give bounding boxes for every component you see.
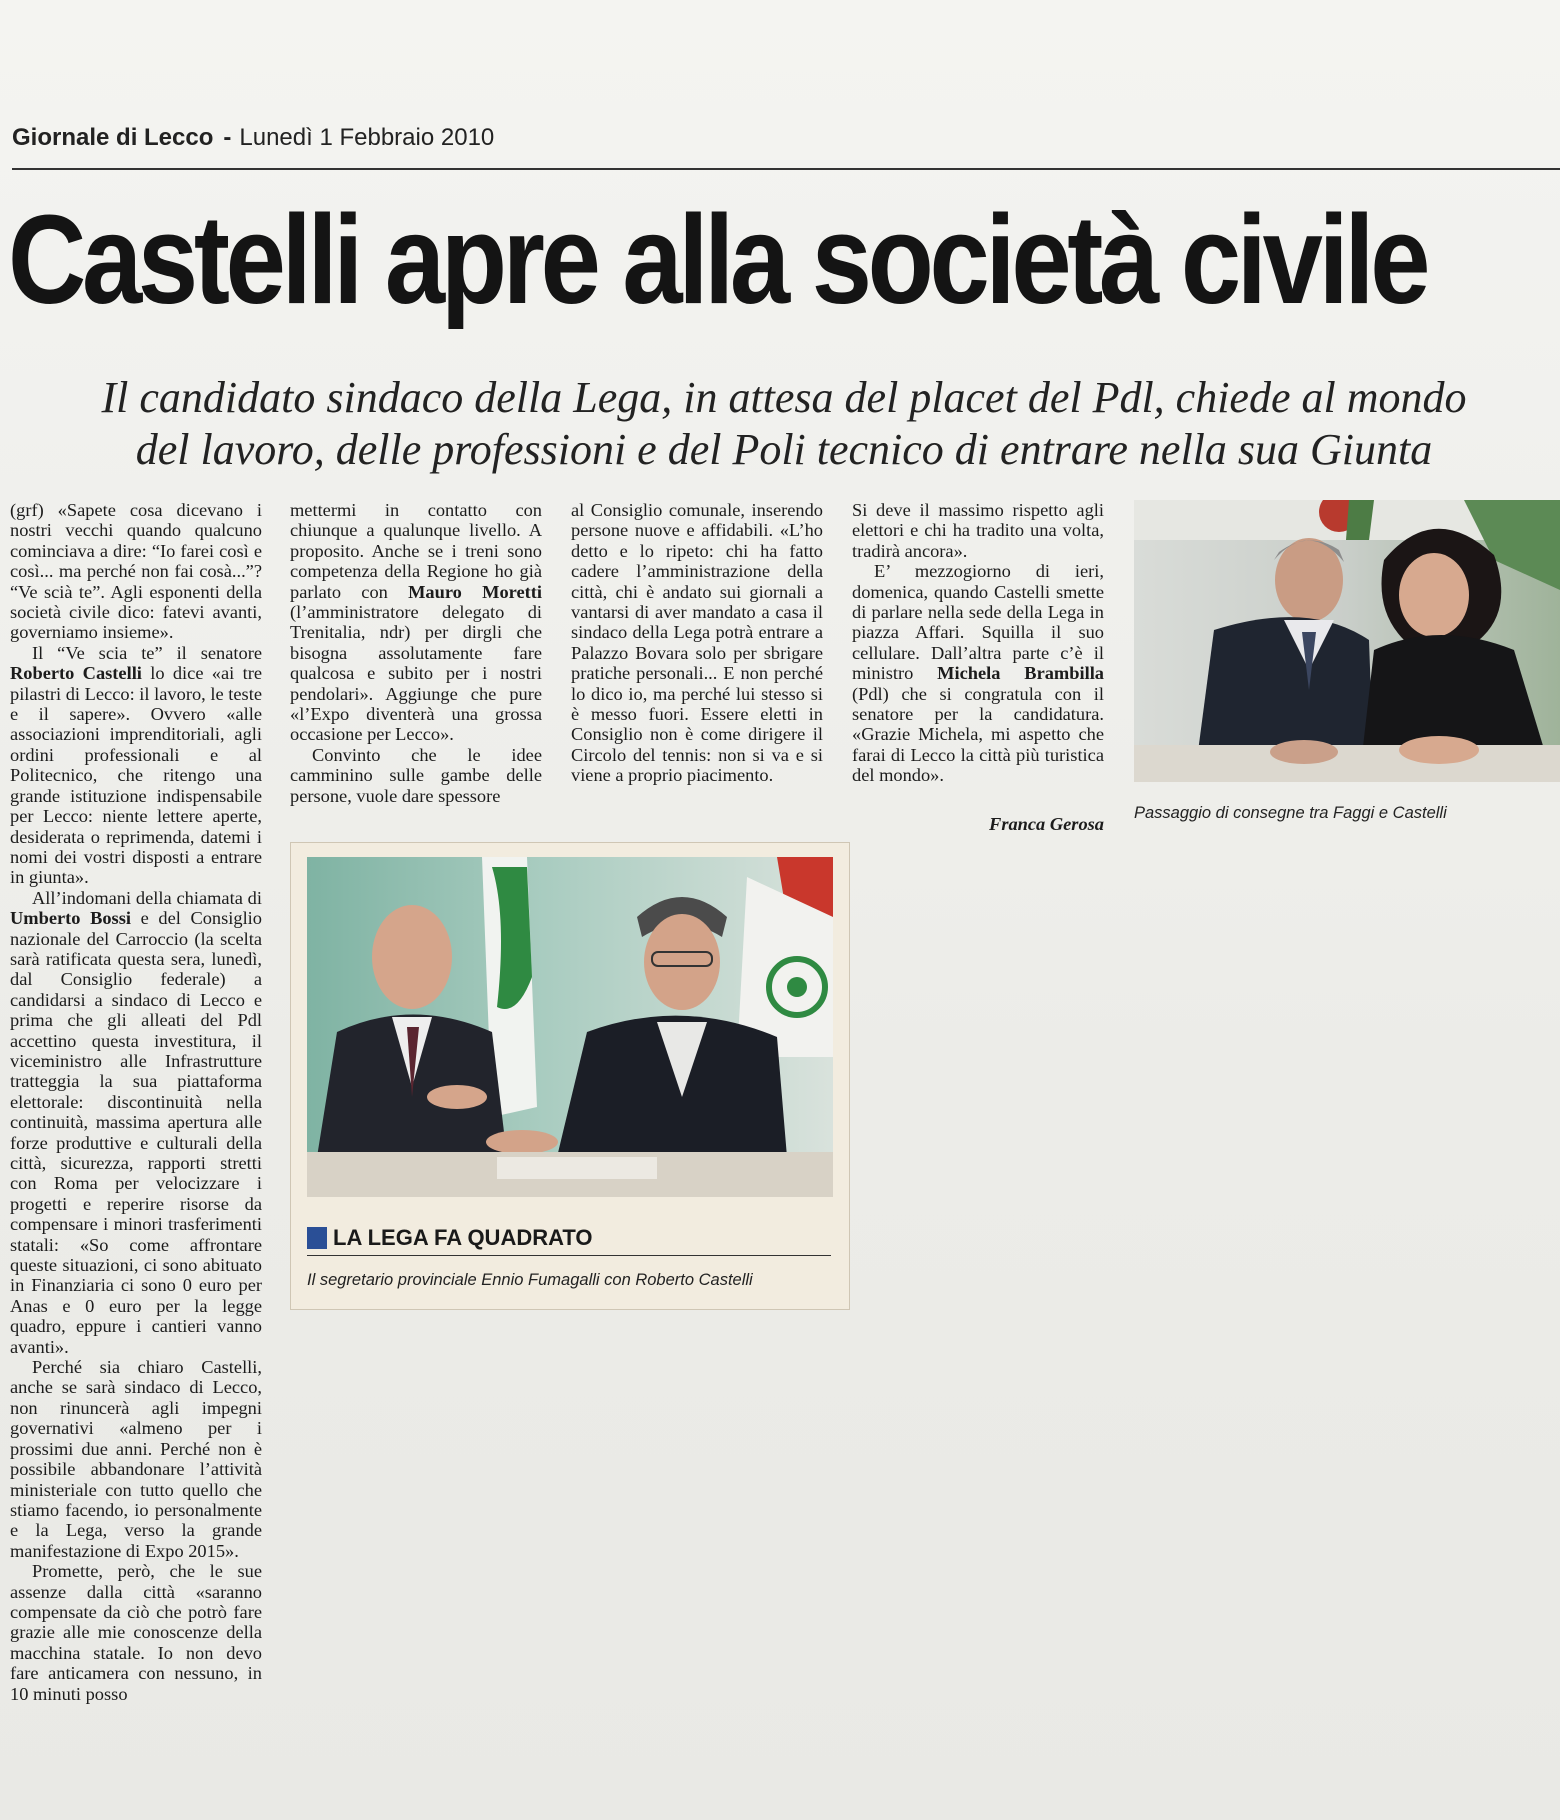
photo-main-tag-label: LA LEGA FA QUADRATO [333, 1225, 593, 1250]
photo-side-caption: Passaggio di consegne tra Faggi e Castelli [1134, 804, 1447, 822]
article-paragraph: Perché sia chiaro Castelli, anche se sarà sindaco di Lecco, non rinuncerà agli impegni governativi «almeno per i prossimi due anni. Perché non è possibile abbandonare l’attività ministeriale con tutto quello che stiamo facendo, io personalmente e la Lega, verso la grande manifestazione di Expo 2015». [10, 1357, 262, 1561]
article-column-4 [852, 500, 1104, 786]
article-paragraph: al Consiglio comunale, inserendo persone nuove e affidabili. «L’ho detto e lo ripeto: chi ha fatto cadere l’amministrazione della città, chi è andato sui giornali a vantarsi di aver mandato a casa il sindaco della Lega potrà entrare a Palazzo Bovara solo per sbrigare pratiche personali... E non perché lo dico io, ma perché lui stesso si è messo fuori. Essere eletti in Consiglio non è come dirigere il Circolo del tennis: non si va e si viene a proprio piacimento. [571, 500, 823, 786]
photo-side-frame [1134, 500, 1560, 782]
masthead [12, 124, 494, 156]
article-paragraph: Promette, però, che le sue assenze dalla città «saranno compensate da ciò che potrò fare grazie alle mie conoscenze della macchina statale. Io non devo fare anticamera con nessuno, in 10 minuti posso [10, 1561, 262, 1704]
article-paragraph: E’ mezzogiorno di ieri, domenica, quando Castelli smette di parlare nella sede della Lega in piazza Affari. Squilla il suo cellulare. Dall’altra parte c’è il ministro Michela Brambilla (Pdl) che si congratula con il senatore per la candidatura. «Grazie Michela, mi aspetto che farai di Lecco la città più turistica del mondo». [852, 561, 1104, 786]
article-paragraph: Il “Ve scia te” il senatore Roberto Castelli lo dice «ai tre pilastri di Lecco: il lavoro, le teste e il sapere». Ovvero «alle associazioni imprenditoriali, agli ordini professionali e al Politecnico, che ritengo una grande istituzione indispensabile per Lecco: niente lettere aperte, desiderata o reprimenda, datemi i nomi dei vostri disposti a entrare in giunta». [10, 642, 262, 888]
subheadline [8, 372, 1560, 476]
photo-main [307, 857, 833, 1197]
person-name: Roberto Castelli [10, 663, 142, 684]
article-column-3 [571, 500, 823, 786]
person-name: Mauro Moretti [408, 581, 542, 602]
photo-main-frame [290, 842, 850, 1310]
headline: Castelli apre alla società civile [8, 189, 1427, 330]
person-name: Umberto Bossi [10, 908, 131, 929]
photo-main-caption: Il segretario provinciale Ennio Fumagalli con Roberto Castelli [307, 1271, 753, 1289]
article-paragraph: Convinto che le idee camminino sulle gambe delle persone, vuole dare spessore [290, 744, 542, 806]
article-column-2 [290, 500, 542, 806]
photo-main-image [307, 857, 833, 1197]
masthead-separator: - [223, 124, 232, 151]
subheadline-line-2: del lavoro, delle professioni e del Poli tecnico di entrare nella sua Giunta [135, 425, 1433, 474]
photo-side-image [1134, 500, 1560, 782]
article-column-1 [10, 500, 262, 1704]
person-name: Michela Brambilla [937, 663, 1104, 684]
byline: Franca Gerosa [989, 814, 1104, 834]
article-paragraph: All’indomani della chiamata di Umberto Bossi e del Consiglio nazionale del Carroccio (la scelta sarà ratificata questa sera, lunedì, dal Consiglio federale) a candidarsi a sindaco di Lecco e prima che gli alleati del Pdl accettino questa investitura, il viceministro alle Infrastrutture tratteggia la sua piattaforma elettorale: discontinuità nella continuità, massima apertura alle forze produttive e culturali della città, sicurezza, rapporti stretti con Roma per velocizzare i progetti e reperire risorse da compensare i minori trasferimenti statali: «So come affrontare queste situazioni, ci sono abituato in Finanziaria ci sono 0 euro per Anas e 0 euro per la legge quadro, eppure i cantieri vanno avanti». [10, 887, 262, 1357]
article-paragraph: Si deve il massimo rispetto agli elettori e chi ha tradito una volta, tradirà ancora». [852, 500, 1104, 561]
issue-date: Lunedì 1 Febbraio 2010 [239, 124, 495, 151]
photo-side [1134, 500, 1560, 782]
photo-main-tag [307, 1225, 593, 1251]
article-paragraph: mettermi in contatto con chiunque a qualunque livello. A proposito. Anche se i treni sono competenza della Regione ho già parlato con Mauro Moretti (l’amministratore delegato di Trenitalia, ndr) per dirgli che bisogna assolutamente fare qualcosa e subito per i nostri pendolari». Aggiunge che pure «l’Expo diventerà una grossa occasione per Lecco». [290, 500, 542, 745]
article-paragraph: (grf) «Sapete cosa dicevano i nostri vecchi quando qualcuno cominciava a dire: “Io farei così e così... ma perché non fai cosà...”? “Ve scià te”. Agli esponenti della società civile dico: fatevi avanti, governiamo insieme». [10, 500, 262, 643]
tag-square-icon [307, 1227, 327, 1249]
photo-main-tag-rule [307, 1255, 831, 1256]
byline-wrap [852, 806, 1104, 834]
subheadline-line-1: Il candidato sindaco della Lega, in attesa del placet del Pdl, chiede al mondo [101, 373, 1467, 422]
newspaper-name: Giornale di Lecco [12, 124, 214, 151]
masthead-rule [12, 168, 1560, 170]
